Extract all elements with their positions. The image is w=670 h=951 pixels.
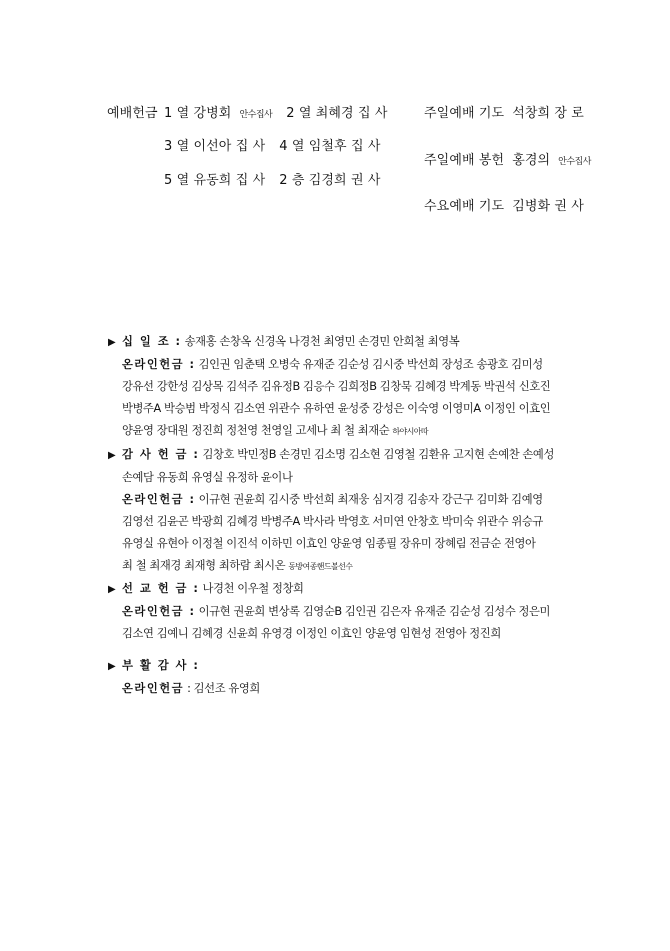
thanks-online-row-1 bbox=[108, 489, 578, 511]
thanks-header-row bbox=[108, 444, 578, 467]
thanks-bullet: ▶ bbox=[108, 450, 116, 461]
thanks-online-line-1: 이규현 권윤희 김시중 박선희 최재웅 심지경 김송자 강근구 김미화 김예영 bbox=[198, 493, 543, 506]
mission-online-line-1: 이규현 권윤희 변상록 김영순B 김인권 김은자 유재준 김순성 김성수 정은미 bbox=[198, 605, 551, 618]
tithe-online-line-1: 김인권 임춘택 오병숙 유재준 김순성 김시중 박선희 장성조 송광호 김미성 bbox=[198, 358, 543, 371]
offering-title: 예배헌금 bbox=[107, 106, 158, 121]
tithe-online-label: 온라인헌금 : bbox=[122, 358, 196, 371]
easter-section bbox=[108, 655, 578, 700]
mission-online-label: 온라인헌금 : bbox=[122, 605, 196, 618]
offering-row-3-b: 2 층 김경희 권 사 bbox=[279, 173, 381, 188]
offering-row-2 bbox=[164, 140, 381, 153]
thanks-line-2: 손예담 유동희 유영실 유정하 윤이나 bbox=[122, 471, 293, 484]
offering-row-1 bbox=[164, 107, 388, 120]
sunday-offering-small: 안수집사 bbox=[558, 157, 591, 167]
offering-row-1-b: 2 열 최혜경 집 사 bbox=[286, 106, 388, 121]
mission-section bbox=[108, 578, 578, 645]
tithe-header-row bbox=[108, 331, 578, 354]
mission-online-line-2: 김소연 김예니 김혜경 신윤희 유영경 이정인 이효인 양윤영 임현성 전영아 정진희 bbox=[122, 627, 501, 640]
mission-header-row bbox=[108, 578, 578, 601]
tithe-bullet: ▶ bbox=[108, 337, 116, 348]
thanks-online-row-4 bbox=[108, 555, 578, 578]
easter-online-sep: : bbox=[187, 682, 191, 695]
offering-row-1-a: 1 열 강병회 bbox=[164, 106, 232, 121]
easter-bullet: ▶ bbox=[108, 661, 116, 672]
sunday-offering-label: 주일예배 봉헌 bbox=[424, 153, 505, 168]
sunday-offering-name: 홍경의 bbox=[512, 153, 551, 168]
offering-row-2-b: 4 열 임철후 집 사 bbox=[279, 139, 381, 154]
easter-header-row bbox=[108, 655, 578, 678]
tithe-online-line-2: 강유선 강한성 김상목 김석주 김유정B 김응수 김희정B 김창묵 김혜경 박계동 박권석 신호진 bbox=[122, 380, 551, 393]
mission-online-row-1 bbox=[108, 601, 578, 623]
mission-names: 나경천 이우철 정창희 bbox=[202, 582, 304, 595]
wednesday-prayer-label: 수요예배 기도 bbox=[424, 199, 505, 214]
easter-label: 부 활 감 사 : bbox=[122, 659, 200, 672]
sunday-prayer-name: 석창희 장 로 bbox=[512, 106, 584, 121]
offering-row-1-a-small: 안수집사 bbox=[239, 110, 273, 120]
thanks-section bbox=[108, 444, 578, 578]
easter-online-label: 온라인헌금 bbox=[122, 682, 185, 695]
tithe-online-line-4-small: 하야시아따 bbox=[392, 427, 429, 436]
thanks-online-line-2: 김영선 김윤곤 박광희 김혜경 박병주A 박사라 박영호 서미연 안창호 박미숙 위관수 위승규 bbox=[122, 515, 543, 528]
mission-bullet: ▶ bbox=[108, 584, 116, 595]
tithe-names: 송재홍 손창옥 신경옥 나경천 최영민 손경민 안희철 최영복 bbox=[184, 335, 460, 348]
easter-online-names: 김선조 유영희 bbox=[193, 682, 260, 695]
thanks-online-line-3: 유영실 유현아 이정철 이진석 이하민 이효인 양윤영 임종필 장유미 장혜림 전금순 전영아 bbox=[122, 537, 536, 550]
thanks-online-line-4-small: 동방여종핸드볼선수 bbox=[288, 562, 353, 571]
thanks-online-line-4: 최 철 최재경 최재형 최하람 최시온 bbox=[122, 559, 286, 572]
wednesday-prayer bbox=[424, 200, 584, 213]
sunday-prayer-label: 주일예배 기도 bbox=[424, 106, 505, 121]
tithe-online-line-4: 양윤영 장대원 정진희 정천영 천영일 고세나 최 철 최재순 bbox=[122, 424, 390, 437]
sunday-offering bbox=[424, 154, 591, 167]
thanks-online-label: 온라인헌금 : bbox=[122, 493, 196, 506]
thanks-label: 감 사 헌 금 : bbox=[122, 448, 200, 461]
tithe-label: 십 일 조 : bbox=[122, 335, 182, 348]
offering-row-3 bbox=[164, 174, 381, 187]
tithe-online-row-1 bbox=[108, 354, 578, 376]
tithe-online-line-3: 박병주A 박승범 박정식 김소연 위관수 유하연 윤성중 강성은 이숙영 이영미A 이정인 이효인 bbox=[122, 402, 551, 415]
tithe-online-row-4 bbox=[108, 420, 578, 443]
offering-row-2-a: 3 열 이선아 집 사 bbox=[164, 139, 266, 154]
tithe-section bbox=[108, 331, 578, 443]
sunday-prayer bbox=[424, 107, 584, 120]
easter-online-row bbox=[108, 678, 578, 700]
offering-row-3-a: 5 열 유동희 집 사 bbox=[164, 173, 266, 188]
wednesday-prayer-name: 김병화 권 사 bbox=[512, 199, 584, 214]
mission-label: 선 교 헌 금 : bbox=[122, 582, 200, 595]
thanks-line-1: 김창호 박민정B 손경민 김소명 김소현 김영철 김환유 고지현 손예찬 손예성 bbox=[202, 448, 554, 461]
